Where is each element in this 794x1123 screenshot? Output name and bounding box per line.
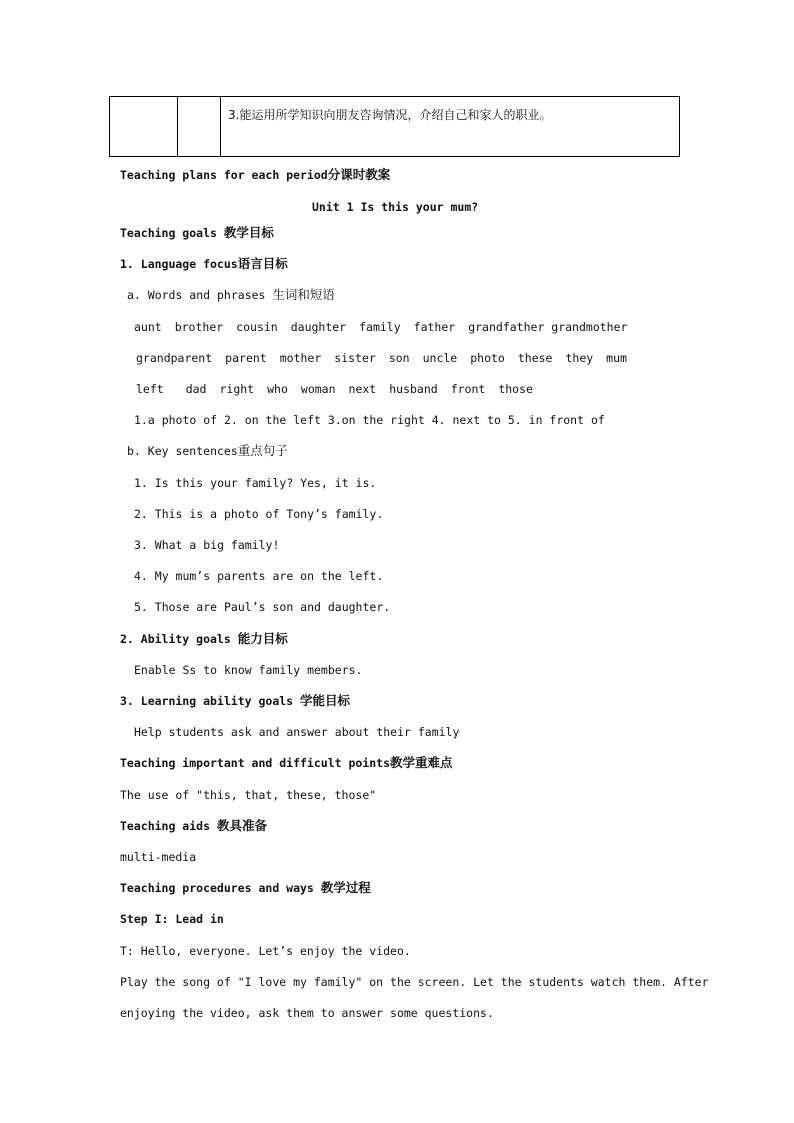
word: parent [225, 351, 267, 365]
sentence-item: 2. This is a photo of Tony’s family. [134, 507, 384, 521]
heading-learning-goals: 3. Learning ability goals 学能目标 [120, 693, 351, 708]
instruction-line: Play the song of "I love my family" on the screen. Let the students watch them. After [120, 975, 709, 989]
word: grandfather grandmother [468, 320, 628, 334]
word: these [517, 351, 553, 365]
word: mother [279, 351, 322, 365]
word: cousin [236, 320, 278, 334]
step-1-heading: Step I: Lead in [120, 912, 224, 926]
heading-procedures: Teaching procedures and ways 教学过程 [120, 880, 371, 895]
teacher-line: T: Hello, everyone. Let’s enjoy the video. [120, 944, 411, 958]
word: mum [606, 351, 627, 365]
heading-teaching-goals: Teaching goals 教学目标 [120, 225, 274, 240]
word: brother [174, 320, 224, 334]
word: photo [470, 351, 505, 365]
instruction-line: enjoying the video, ask them to answer some questions. [120, 1006, 494, 1020]
word: father [413, 320, 456, 334]
aids-text: multi-media [120, 850, 197, 864]
phrases-list: 1.a photo of 2. on the left 3.on the right 4. next to 5. in front of [134, 413, 605, 427]
heading-language-focus: 1. Language focus语言目标 [120, 256, 288, 271]
word: front [450, 382, 486, 396]
word: they [565, 351, 594, 365]
word: woman [300, 382, 336, 396]
word: sister [334, 351, 376, 365]
word: aunt [134, 320, 162, 334]
word: next [348, 382, 377, 396]
unit-title: Unit 1 Is this your mum? [312, 200, 479, 214]
important-text: The use of "this, that, these, those" [120, 788, 377, 802]
ability-text: Enable Ss to know family members. [134, 663, 363, 677]
word: husband [389, 382, 438, 396]
learning-text: Help students ask and answer about their family [134, 725, 460, 739]
word: left [136, 382, 164, 396]
word: those [498, 382, 533, 396]
heading-teaching-aids: Teaching aids 教具准备 [120, 818, 267, 833]
word: son [388, 351, 410, 365]
word-row-3 [136, 382, 546, 396]
word: family [359, 320, 401, 334]
sentence-item: 1. Is this your family? Yes, it is. [134, 476, 377, 490]
objectives-table [109, 96, 680, 157]
word: grandparent [136, 351, 213, 365]
word: daughter [290, 320, 347, 334]
table-divider [177, 97, 178, 156]
word-row-1 [134, 320, 640, 334]
sentence-item: 4. My mum’s parents are on the left. [134, 569, 384, 583]
table-cell-objective-3: 3.能运用所学知识向朋友咨询情况，介绍自己和家人的职业。 [228, 108, 552, 122]
heading-key-sentences: b. Key sentences重点句子 [127, 443, 288, 458]
word: right [219, 382, 255, 396]
section-heading-plans: Teaching plans for each period分课时教案 [120, 167, 391, 182]
word: who [267, 382, 288, 396]
word-row-2 [136, 351, 640, 365]
sentence-item: 5. Those are Paul’s son and daughter. [134, 600, 391, 614]
heading-ability-goals: 2. Ability goals 能力目标 [120, 631, 288, 646]
word: uncle [422, 351, 458, 365]
heading-words-phrases: a. Words and phrases 生词和短语 [127, 287, 335, 302]
sentence-item: 3. What a big family! [134, 538, 280, 552]
word: dad [185, 382, 207, 396]
heading-important-points: Teaching important and difficult points教学重难点 [120, 755, 453, 770]
table-divider [220, 97, 221, 156]
